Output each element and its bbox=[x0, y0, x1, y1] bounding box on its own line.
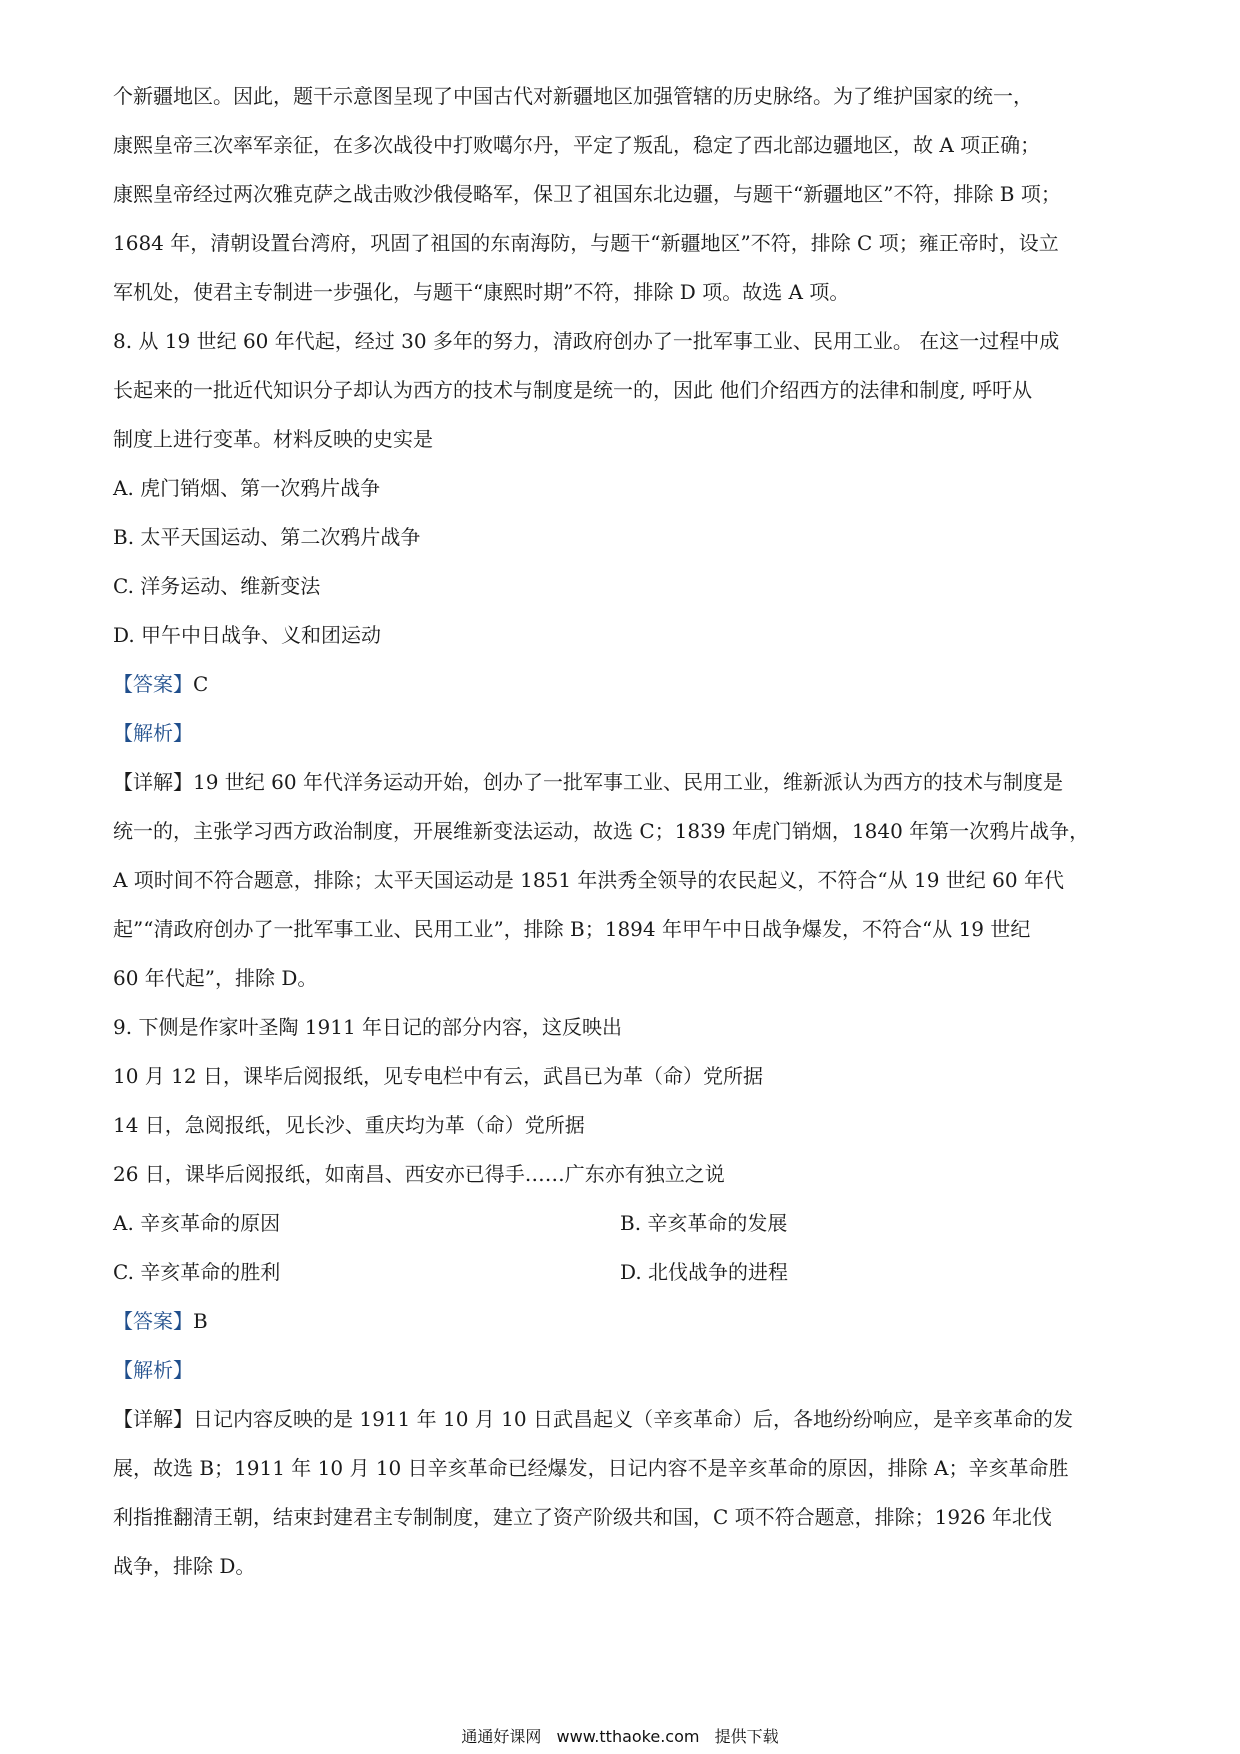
question-8-option-c: C. 洋务运动、维新变法 bbox=[113, 574, 321, 598]
document-page bbox=[113, 82, 1133, 1601]
paragraph-line: 1684 年，清朝设置台湾府，巩固了祖国的东南海防，与题干“新疆地区”不符，排除 C 项；雍正帝时，设立 bbox=[113, 231, 1059, 255]
question-8-stem: 制度上进行变革。材料反映的史实是 bbox=[113, 427, 433, 451]
question-9-detail bbox=[113, 1405, 1133, 1433]
question-8-detail: A 项时间不符合题意，排除；太平天国运动是 1851 年洪秀全领导的农民起义，不符合“从 19 世纪 60 年代 bbox=[113, 868, 1064, 892]
answer-tag: 【答案】 bbox=[113, 672, 193, 696]
analysis-tag: 【解析】 bbox=[113, 721, 193, 745]
question-8-detail: 统一的，主张学习西方政治制度，开展维新变法运动，故选 C；1839 年虎门销烟，1840 年第一次鸦片战争， bbox=[113, 819, 1090, 843]
footer-site-name: 通通好课网 bbox=[461, 1727, 542, 1746]
question-8-answer bbox=[113, 670, 1133, 698]
answer-value: B bbox=[193, 1309, 208, 1333]
detail-tag: 【详解】 bbox=[113, 1407, 193, 1431]
detail-tag: 【详解】 bbox=[113, 770, 193, 794]
question-9-detail: 战争，排除 D。 bbox=[113, 1554, 256, 1578]
detail-text: 19 世纪 60 年代洋务运动开始，创办了一批军事工业、民用工业，维新派认为西方的技术与制度是 bbox=[193, 770, 1063, 794]
question-9-detail: 利指推翻清王朝，结束封建君主专制制度，建立了资产阶级共和国，C 项不符合题意，排除；1926 年北伐 bbox=[113, 1505, 1052, 1529]
question-8-option-d: D. 甲午中日战争、义和团运动 bbox=[113, 623, 382, 647]
footer-action: 提供下载 bbox=[714, 1727, 779, 1746]
question-8-stem: 长起来的一批近代知识分子却认为西方的技术与制度是统一的，因此 他们介绍西方的法律和制度, 呼吁从 bbox=[113, 378, 1033, 402]
question-9-option-a: A. 辛亥革命的原因 bbox=[113, 1211, 281, 1235]
question-9-option-c: C. 辛亥革命的胜利 bbox=[113, 1260, 281, 1284]
question-9-stem: 9. 下侧是作家叶圣陶 1911 年日记的部分内容，这反映出 bbox=[113, 1015, 623, 1039]
answer-value: C bbox=[193, 672, 209, 696]
page-footer bbox=[0, 1726, 1240, 1748]
paragraph-line: 康熙皇帝经过两次雅克萨之战击败沙俄侵略军，保卫了祖国东北边疆，与题干“新疆地区”不符，排除 B 项； bbox=[113, 182, 1061, 206]
paragraph-line: 个新疆地区。因此，题干示意图呈现了中国古代对新疆地区加强管辖的历史脉络。为了维护国家的统一， bbox=[113, 84, 1033, 108]
question-9-option-b: B. 辛亥革命的发展 bbox=[620, 1211, 788, 1235]
question-8-detail bbox=[113, 768, 1133, 796]
question-8-option-a: A. 虎门销烟、第一次鸦片战争 bbox=[113, 476, 381, 500]
question-9-detail: 展，故选 B；1911 年 10 月 10 日辛亥革命已经爆发，日记内容不是辛亥革命的原因，排除 A；辛亥革命胜 bbox=[113, 1456, 1069, 1480]
question-8-stem: 8. 从 19 世纪 60 年代起，经过 30 多年的努力，清政府创办了一批军事工业、民用工业。 在这一过程中成 bbox=[113, 329, 1060, 353]
question-8-detail: 起”“清政府创办了一批军事工业、民用工业”，排除 B；1894 年甲午中日战争爆发，不符合“从 19 世纪 bbox=[113, 917, 1031, 941]
question-9-option-d: D. 北伐战争的进程 bbox=[620, 1260, 789, 1284]
answer-tag: 【答案】 bbox=[113, 1309, 193, 1333]
paragraph-line: 康熙皇帝三次率军亲征，在多次战役中打败噶尔丹，平定了叛乱，稳定了西北部边疆地区，故 A 项正确； bbox=[113, 133, 1041, 157]
analysis-tag: 【解析】 bbox=[113, 1358, 193, 1382]
diary-line: 14 日，急阅报纸，见长沙、重庆均为革（命）党所据 bbox=[113, 1113, 585, 1137]
footer-url-link[interactable]: www.tthaoke.com bbox=[556, 1727, 700, 1746]
question-9-options-row bbox=[113, 1258, 1133, 1286]
question-9-answer bbox=[113, 1307, 1133, 1335]
question-8-analysis-heading bbox=[113, 719, 1133, 747]
question-9-analysis-heading bbox=[113, 1356, 1133, 1384]
question-9-options-row bbox=[113, 1209, 1133, 1237]
diary-line: 10 月 12 日，课毕后阅报纸，见专电栏中有云，武昌已为革（命）党所据 bbox=[113, 1064, 763, 1088]
question-8-option-b: B. 太平天国运动、第二次鸦片战争 bbox=[113, 525, 421, 549]
paragraph-line: 军机处，使君主专制进一步强化，与题干“康熙时期”不符，排除 D 项。故选 A 项。 bbox=[113, 280, 850, 304]
detail-text: 日记内容反映的是 1911 年 10 月 10 日武昌起义（辛亥革命）后，各地纷纷响应，是辛亥革命的发 bbox=[193, 1407, 1073, 1431]
question-8-detail: 60 年代起”，排除 D。 bbox=[113, 966, 318, 990]
diary-line: 26 日，课毕后阅报纸，如南昌、西安亦已得手……广东亦有独立之说 bbox=[113, 1162, 725, 1186]
